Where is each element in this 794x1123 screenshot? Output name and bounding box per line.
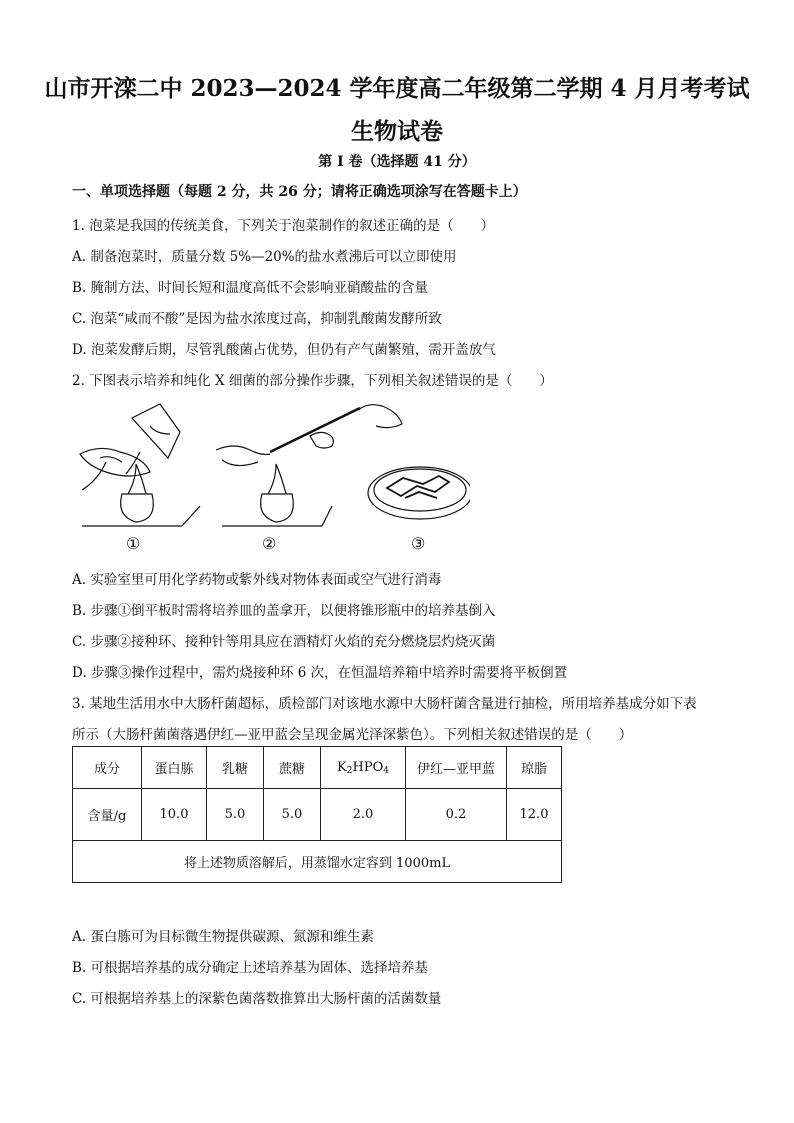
table-header-cell: K2HPO4 [321,747,406,789]
table-header-cell: 蔗糖 [264,747,321,789]
table-row [73,789,562,841]
question-3-option-b: B. 可根据培养基的成分确定上述培养基为固体、选择培养基 [72,960,429,976]
question-2-stem: 2. 下图表示培养和纯化 X 细菌的部分操作步骤，下列相关叙述错误的是（ ） [72,373,553,389]
question-1-stem: 1. 泡菜是我国的传统美食，下列关于泡菜制作的叙述正确的是（ ） [72,218,495,234]
exam-subject: 生物试卷 [351,118,443,145]
question-3-stem-line-2: 所示（大肠杆菌菌落遇伊红—亚甲蓝会呈现金属光泽深紫色）。下列相关叙述错误的是（ ） [72,727,633,743]
table-cell: 12.0 [507,789,562,841]
figure-label-3: ③ [411,534,426,553]
question-3-option-c: C. 可根据培养基上的深紫色菌落数推算出大肠杆菌的活菌数量 [72,991,442,1007]
procedure-figure [70,398,470,560]
question-1-option-b: B. 腌制方法、时间长短和温度高低不会影响亚硝酸盐的含量 [72,280,429,296]
table-note: 将上述物质溶解后，用蒸馏水定容到 1000mL [73,841,562,883]
table-note-row [73,841,562,883]
question-1-option-d: D. 泡菜发酵后期，尽管乳酸菌占优势，但仍有产气菌繁殖，需开盖放气 [72,342,496,358]
question-2-option-d: D. 步骤③操作过程中，需灼烧接种环 6 次，在恒温培养箱中培养时需要将平板倒置 [72,665,568,681]
question-1-option-a: A. 制备泡菜时，质量分数 5%—20%的盐水煮沸后可以立即使用 [72,249,457,265]
table-cell: 10.0 [142,789,207,841]
question-3-stem-line-1: 3. 某地生活用水中大肠杆菌超标，质检部门对该地水源中大肠杆菌含量进行抽检，所用培养基成分如下表 [72,696,697,712]
table-cell: 0.2 [406,789,507,841]
table-header-cell: 伊红—亚甲蓝 [406,747,507,789]
figure-label-1: ① [126,534,141,553]
question-1-option-c: C. 泡菜“咸而不酸”是因为盐水浓度过高，抑制乳酸菌发酵所致 [72,311,442,327]
table-header-cell: 蛋白胨 [142,747,207,789]
culture-medium-table [72,746,562,883]
exam-title: 山市开滦二中 2023—2024 学年度高二年级第二学期 4 月月考考试 [44,75,750,102]
figure-label-2: ② [262,534,277,553]
table-header-row [73,747,562,789]
question-3-option-a: A. 蛋白胨可为目标微生物提供碳源、氮源和维生素 [72,929,374,945]
table-header-cell: 琼脂 [507,747,562,789]
table-cell: 5.0 [207,789,264,841]
procedure-illustration [70,398,470,538]
table-cell: 2.0 [321,789,406,841]
step-3-illustration [368,467,470,519]
step-1-illustration [80,404,200,526]
question-2-option-b: B. 步骤①倒平板时需将培养皿的盖拿开，以便将锥形瓶中的培养基倒入 [72,603,496,619]
part-heading: 第 I 卷（选择题 41 分） [318,154,476,170]
table-cell: 5.0 [264,789,321,841]
question-2-option-c: C. 步骤②接种环、接种针等用具应在酒精灯火焰的充分燃烧层灼烧灭菌 [72,634,496,650]
table-header-cell: 乳糖 [207,747,264,789]
question-2-option-a: A. 实验室里可用化学药物或紫外线对物体表面或空气进行消毒 [72,572,442,588]
table-header-cell: 成分 [73,747,142,789]
step-2-illustration [216,405,402,526]
section-heading: 一、单项选择题（每题 2 分，共 26 分；请将正确选项涂写在答题卡上） [72,184,527,200]
table-cell: 含量/g [73,789,142,841]
